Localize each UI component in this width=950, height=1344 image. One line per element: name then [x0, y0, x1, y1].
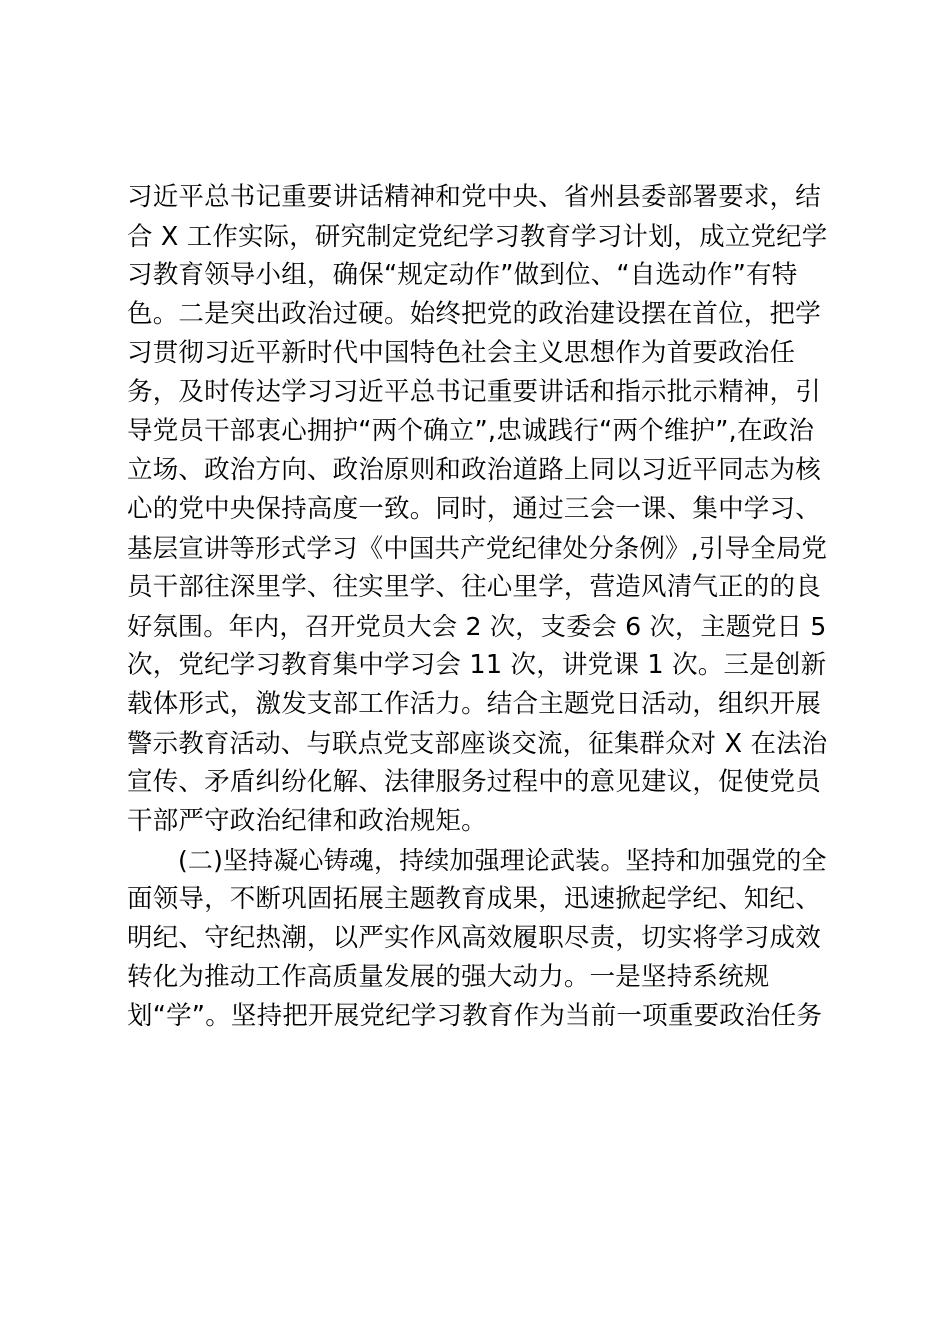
text-line: 立场、政治方向、政治原则和政治道路上同以习近平同志为核 [127, 455, 821, 485]
body-text [127, 178, 827, 1036]
text-line: 转化为推动工作高质量发展的强大动力。一是坚持系统规 [127, 962, 770, 992]
text-line: 明纪、守纪热潮，以严实作风高效履职尽责，切实将学习成效 [127, 923, 821, 953]
text-line: 划“学”。坚持把开展党纪学习教育作为当前一项重要政治任务 [127, 1001, 823, 1031]
text-line: 合 X 工作实际，研究制定党纪学习教育学习计划，成立党纪学 [127, 221, 828, 251]
text-line: 基层宣讲等形式学习《中国共产党纪律处分条例》,引导全局党 [127, 533, 828, 563]
text-line: 员干部往深里学、往实里学、往心里学，营造风清气正的的良 [127, 572, 821, 602]
text-line: 色。二是突出政治过硬。始终把党的政治建设摆在首位，把学 [127, 299, 821, 329]
text-line: 习近平总书记重要讲话精神和党中央、省州县委部署要求，结 [127, 182, 821, 212]
paragraph-first-line: (二)坚持凝心铸魂，持续加强理论武装。坚持和加强党的全 [178, 846, 827, 875]
text-line: 面领导，不断巩固拓展主题教育成果，迅速掀起学纪、知纪、 [127, 884, 821, 914]
text-line: 好氛围。年内，召开党员大会 2 次，支委会 6 次，主题党日 5 [127, 612, 827, 641]
text-line: 警示教育活动、与联点党支部座谈交流，征集群众对 X 在法治 [127, 728, 828, 758]
text-line: 载体形式，激发支部工作活力。结合主题党日活动，组织开展 [127, 689, 821, 719]
text-line: 习贯彻习近平新时代中国特色社会主义思想作为首要政治任 [127, 338, 796, 368]
text-line: 宣传、矛盾纠纷化解、法律服务过程中的意见建议，促使党员 [127, 767, 821, 797]
text-line: 次，党纪学习教育集中学习会 11 次，讲党课 1 次。三是创新 [127, 650, 827, 680]
text-line: 习教育领导小组，确保“规定动作”做到位、“自选动作”有特 [127, 260, 798, 290]
text-line: 心的党中央保持高度一致。同时，通过三会一课、集中学习、 [127, 494, 821, 524]
text-line: 导党员干部衷心拥护“两个确立”,忠诚践行“两个维护”,在政治 [127, 416, 815, 446]
text-line: 务，及时传达学习习近平总书记重要讲话和指示批示精神，引 [127, 377, 821, 407]
text-line: 干部严守政治纪律和政治规矩。 [127, 806, 487, 836]
